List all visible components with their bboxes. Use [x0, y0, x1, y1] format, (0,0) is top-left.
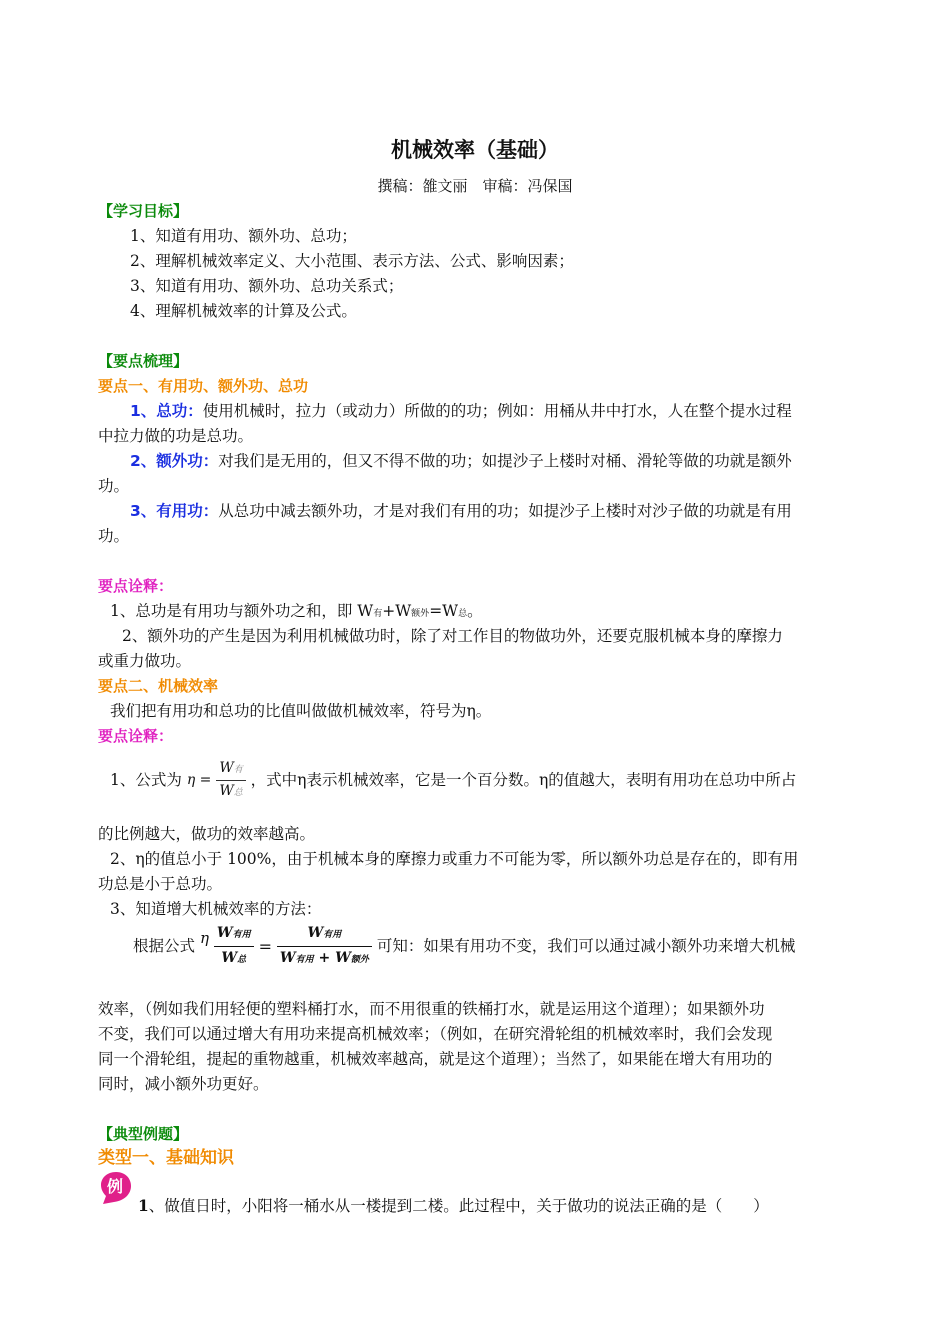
- note-item-2: 2、额外功的产生是因为利用机械做功时，除了对工作目的物做功外，还要克服机械本身的摩擦力: [122, 627, 783, 645]
- definition-text: 对我们是无用的，但又不得不做的功；如提沙子上楼时对桶、滑轮等做的功就是额外: [218, 452, 792, 470]
- definition-text: 功。: [98, 477, 130, 495]
- definition-label: 1、总功：: [130, 402, 203, 420]
- definition-label: 3、有用功：: [130, 502, 219, 520]
- definition-text: 功。: [98, 527, 130, 545]
- efficiency-fraction-a: $\frac{\text{W有用}}{\text{W总}}$: [214, 922, 254, 971]
- goal-item: 1、知道有用功、额外功、总功；: [130, 227, 357, 245]
- note-title: 要点诠释：: [98, 577, 174, 595]
- efficiency-fraction-b: $\frac{\text{W有用}}{\text{W有用 + W额外}}$: [277, 922, 372, 971]
- note2-title: 要点诠释：: [98, 727, 174, 745]
- note-item-2-cont: 或重力做功。: [98, 652, 192, 670]
- formula-line-1-cont: 的比例越大，做功的效率越高。: [98, 825, 316, 843]
- goal-item: 4、理解机械效率的计算及公式。: [130, 302, 357, 320]
- goal-item: 3、知道有用功、额外功、总功关系式；: [130, 277, 404, 295]
- example-badge-icon: [99, 1170, 133, 1204]
- method-item-2: 2、η的值总小于 100%，由于机械本身的摩擦力或重力不可能为零，所以额外功总是存在的，即有用: [110, 850, 799, 868]
- definition-text: 中拉力做的功是总功。: [98, 427, 254, 445]
- definition-text: 使用机械时，拉力（或动力）所做的的功；例如：用桶从井中打水，人在整个提水过程: [202, 402, 792, 420]
- goals-heading: 【学习目标】: [98, 202, 189, 220]
- definition-text: 从总功中减去额外功，才是对我们有用的功；如提沙子上楼时对沙子做的功就是有用: [218, 502, 792, 520]
- formula-line-2: 根据公式 η $\frac{\text{W有用}}{\text{W总}}$ = $\frac{\text{W有用}}{\text{W有用 + W额外}}$ 可知：如果有用功不变，我们可以通过减小额外功来增大机械: [133, 922, 854, 982]
- eta-symbol: η =: [186, 772, 212, 788]
- page-title: 机械效率（基础）: [391, 138, 559, 162]
- examples-heading: 【典型例题】: [98, 1125, 189, 1143]
- authors-line: 撰稿：雒文丽 审稿：冯保国: [377, 177, 573, 195]
- method-item-2-cont: 功总是小于总功。: [98, 875, 223, 893]
- question-1: 1、做值日时，小阳将一桶水从一楼提到二楼。此过程中，关于做功的说法正确的是（ ）: [138, 1196, 769, 1215]
- points-heading: 【要点梳理】: [98, 352, 189, 370]
- point1-title: 要点一、有用功、额外功、总功: [98, 377, 309, 395]
- point2-title: 要点二、机械效率: [98, 677, 219, 695]
- definition-total-work: [130, 399, 854, 424]
- efficiency-fraction: $\frac{\text{W有}}{\text{W总}}$: [216, 758, 245, 803]
- formula-2-text: 效率，（例如我们用轻便的塑料桶打水，而不用很重的铁桶打水，就是运用这个道理）；如果额外功: [98, 1000, 765, 1018]
- formula-line-1: 1、公式为 η = $\frac{\text{W有}}{\text{W总}}$ ，式中η表示机械效率，它是一个百分数。η的值越大，表明有用功在总功中所占: [110, 758, 854, 808]
- formula-2-text: 不变，我们可以通过增大有用功来提高机械效率；（例如，在研究滑轮组的机械效率时，我们会发现: [98, 1025, 773, 1043]
- formula-2-text: 同时，减小额外功更好。: [98, 1075, 269, 1093]
- definition-extra-work: [130, 449, 854, 474]
- point2-text: 我们把有用功和总功的比值叫做做机械效率，符号为η。: [110, 702, 492, 720]
- goal-item: 2、理解机械效率定义、大小范围、表示方法、公式、影响因素；: [130, 252, 574, 270]
- note-item-1: 1、总功是有用功与额外功之和，即 W有+W额外=W总。: [110, 602, 483, 620]
- type1-title: 类型一、基础知识: [98, 1148, 234, 1168]
- definition-label: 2、额外功：: [130, 452, 219, 470]
- method-item-3: 3、知道增大机械效率的方法：: [110, 900, 322, 918]
- definition-useful-work: [130, 499, 854, 524]
- badge-label: 例: [106, 1177, 124, 1196]
- formula-2-text: 同一个滑轮组，提起的重物越重，机械效率越高，就是这个道理）；当然了，如果能在增大有用功的: [98, 1050, 773, 1068]
